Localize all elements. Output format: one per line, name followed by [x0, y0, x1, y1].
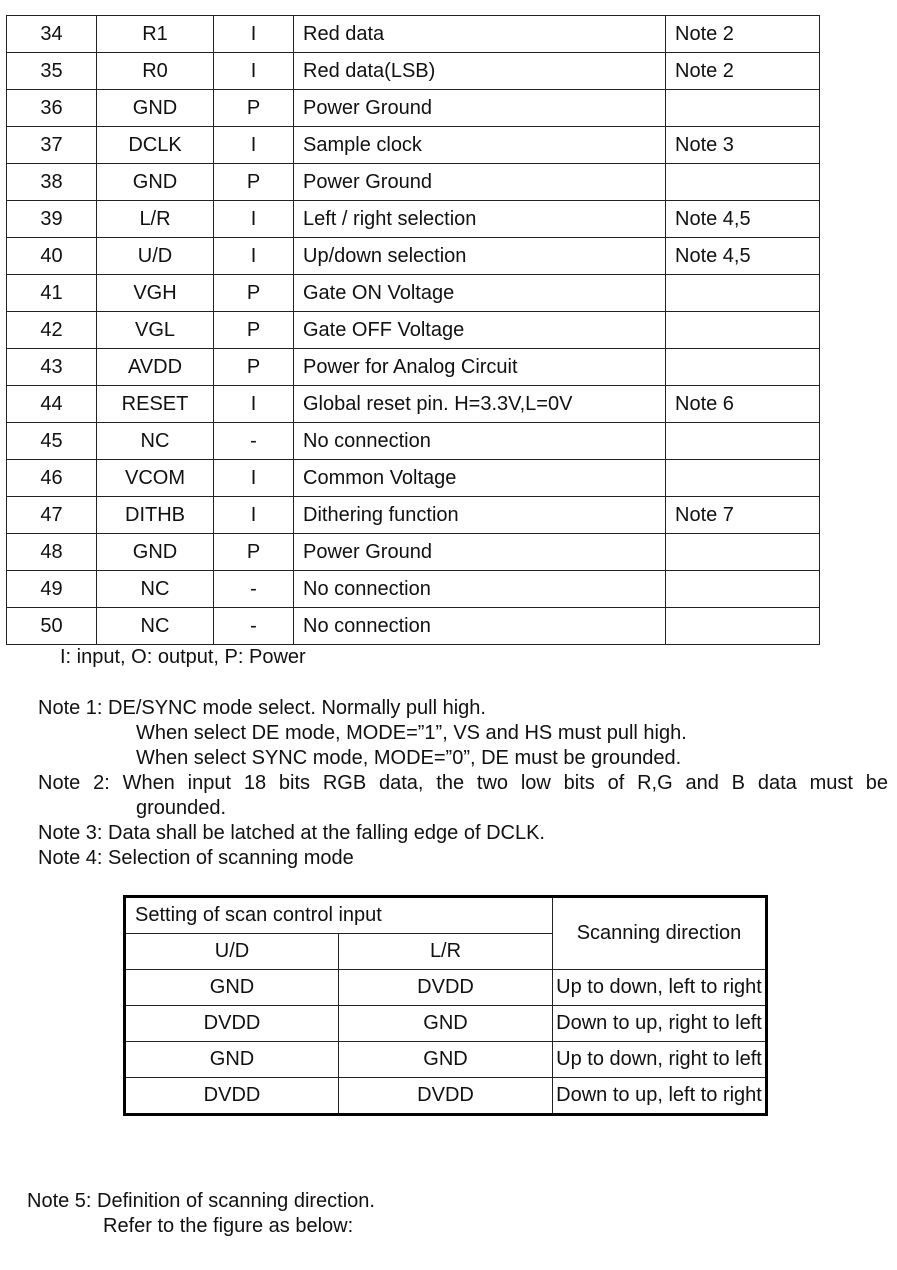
pin-description: No connection	[294, 608, 666, 645]
pin-number: 37	[7, 127, 97, 164]
pin-description: Power Ground	[294, 164, 666, 201]
pin-description: No connection	[294, 423, 666, 460]
table-row	[7, 127, 820, 164]
pin-note	[666, 571, 820, 608]
pin-description: Global reset pin. H=3.3V,L=0V	[294, 386, 666, 423]
pin-io-type: -	[214, 608, 294, 645]
pin-note	[666, 534, 820, 571]
pin-number: 50	[7, 608, 97, 645]
note-4: Note 4: Selection of scanning mode	[38, 847, 354, 869]
ud-value: GND	[125, 970, 339, 1006]
pin-note	[666, 423, 820, 460]
pin-number: 34	[7, 16, 97, 53]
pin-io-type: I	[214, 386, 294, 423]
table-row	[125, 970, 767, 1006]
pin-number: 43	[7, 349, 97, 386]
pin-io-type: P	[214, 275, 294, 312]
pin-symbol: DITHB	[97, 497, 214, 534]
pin-symbol: L/R	[97, 201, 214, 238]
io-type-legend: I: input, O: output, P: Power	[60, 646, 306, 668]
pin-number: 49	[7, 571, 97, 608]
pin-number: 36	[7, 90, 97, 127]
pin-symbol: AVDD	[97, 349, 214, 386]
header-scanning-direction: Scanning direction	[553, 897, 767, 970]
table-row	[7, 423, 820, 460]
pin-assignment-table	[6, 15, 820, 645]
pin-note: Note 6	[666, 386, 820, 423]
ud-value: DVDD	[125, 1006, 339, 1042]
pin-symbol: VGH	[97, 275, 214, 312]
pin-description: Gate OFF Voltage	[294, 312, 666, 349]
table-row	[7, 16, 820, 53]
pin-note: Note 2	[666, 53, 820, 90]
pin-description: Red data	[294, 16, 666, 53]
table-row	[7, 349, 820, 386]
ud-value: DVDD	[125, 1078, 339, 1115]
note-5	[27, 1189, 375, 1239]
direction-value: Up to down, left to right	[553, 970, 767, 1006]
pin-note	[666, 608, 820, 645]
table-row	[7, 90, 820, 127]
pin-number: 40	[7, 238, 97, 275]
note-2-continued: grounded.	[136, 797, 227, 819]
pin-description: Power Ground	[294, 90, 666, 127]
pin-io-type: I	[214, 238, 294, 275]
pin-note	[666, 349, 820, 386]
pin-description: Red data(LSB)	[294, 53, 666, 90]
pin-number: 48	[7, 534, 97, 571]
pin-io-type: P	[214, 312, 294, 349]
note-3: Note 3: Data shall be latched at the falling edge of DCLK.	[38, 822, 545, 844]
pin-symbol: VCOM	[97, 460, 214, 497]
note-1-sync-mode: When select SYNC mode, MODE=”0”, DE must be grounded.	[136, 747, 682, 769]
pin-io-type: I	[214, 127, 294, 164]
table-row	[7, 275, 820, 312]
table-row	[7, 460, 820, 497]
pin-note: Note 7	[666, 497, 820, 534]
note-5-title: Note 5: Definition of scanning direction.	[27, 1190, 375, 1212]
table-row	[7, 386, 820, 423]
table-row	[125, 1078, 767, 1115]
pin-symbol: VGL	[97, 312, 214, 349]
direction-value: Up to down, right to left	[553, 1042, 767, 1078]
pin-note	[666, 164, 820, 201]
table-header-row	[125, 897, 767, 934]
table-row	[7, 608, 820, 645]
table-row	[125, 1006, 767, 1042]
pin-io-type: P	[214, 164, 294, 201]
pin-note	[666, 460, 820, 497]
notes-section	[38, 696, 888, 871]
pin-io-type: I	[214, 201, 294, 238]
pin-note	[666, 90, 820, 127]
pin-note: Note 4,5	[666, 238, 820, 275]
pin-number: 46	[7, 460, 97, 497]
pin-description: Up/down selection	[294, 238, 666, 275]
pin-number: 38	[7, 164, 97, 201]
pin-description: Gate ON Voltage	[294, 275, 666, 312]
pin-note	[666, 312, 820, 349]
ud-value: GND	[125, 1042, 339, 1078]
pin-description: No connection	[294, 571, 666, 608]
pin-symbol: DCLK	[97, 127, 214, 164]
pin-io-type: -	[214, 423, 294, 460]
scan-mode-table	[123, 895, 768, 1116]
header-lr: L/R	[339, 934, 553, 970]
pin-symbol: NC	[97, 571, 214, 608]
direction-value: Down to up, left to right	[553, 1078, 767, 1115]
table-row	[7, 201, 820, 238]
pin-io-type: I	[214, 497, 294, 534]
pin-description: Common Voltage	[294, 460, 666, 497]
pin-note: Note 2	[666, 16, 820, 53]
pin-io-type: -	[214, 571, 294, 608]
pin-number: 45	[7, 423, 97, 460]
pin-symbol: R0	[97, 53, 214, 90]
lr-value: GND	[339, 1006, 553, 1042]
pin-io-type: I	[214, 16, 294, 53]
header-scan-control-setting: Setting of scan control input	[125, 897, 553, 934]
note-1-de-mode: When select DE mode, MODE=”1”, VS and HS must pull high.	[136, 722, 687, 744]
note-1: Note 1: DE/SYNC mode select. Normally pull high.	[38, 697, 486, 719]
table-row	[7, 238, 820, 275]
pin-description: Power Ground	[294, 534, 666, 571]
pin-symbol: GND	[97, 90, 214, 127]
table-row	[7, 571, 820, 608]
direction-value: Down to up, right to left	[553, 1006, 767, 1042]
pin-note: Note 3	[666, 127, 820, 164]
pin-symbol: NC	[97, 608, 214, 645]
header-ud: U/D	[125, 934, 339, 970]
pin-io-type: P	[214, 349, 294, 386]
lr-value: GND	[339, 1042, 553, 1078]
lr-value: DVDD	[339, 970, 553, 1006]
pin-symbol: U/D	[97, 238, 214, 275]
table-row	[7, 534, 820, 571]
lr-value: DVDD	[339, 1078, 553, 1115]
pin-description: Dithering function	[294, 497, 666, 534]
pin-description: Left / right selection	[294, 201, 666, 238]
pin-number: 41	[7, 275, 97, 312]
pin-io-type: I	[214, 53, 294, 90]
table-row	[7, 53, 820, 90]
pin-number: 35	[7, 53, 97, 90]
pin-note: Note 4,5	[666, 201, 820, 238]
pin-number: 44	[7, 386, 97, 423]
pin-number: 42	[7, 312, 97, 349]
pin-symbol: GND	[97, 164, 214, 201]
pin-io-type: P	[214, 90, 294, 127]
table-row	[125, 1042, 767, 1078]
note-2: Note 2: When input 18 bits RGB data, the two low bits of R,G and B data must be	[38, 772, 888, 794]
pin-symbol: NC	[97, 423, 214, 460]
pin-symbol: GND	[97, 534, 214, 571]
pin-number: 39	[7, 201, 97, 238]
pin-symbol: RESET	[97, 386, 214, 423]
pin-description: Power for Analog Circuit	[294, 349, 666, 386]
pin-symbol: R1	[97, 16, 214, 53]
table-row	[7, 497, 820, 534]
note-5-reference: Refer to the figure as below:	[103, 1215, 354, 1237]
pin-number: 47	[7, 497, 97, 534]
pin-description: Sample clock	[294, 127, 666, 164]
table-row	[7, 312, 820, 349]
pin-note	[666, 275, 820, 312]
pin-io-type: I	[214, 460, 294, 497]
table-row	[7, 164, 820, 201]
pin-io-type: P	[214, 534, 294, 571]
